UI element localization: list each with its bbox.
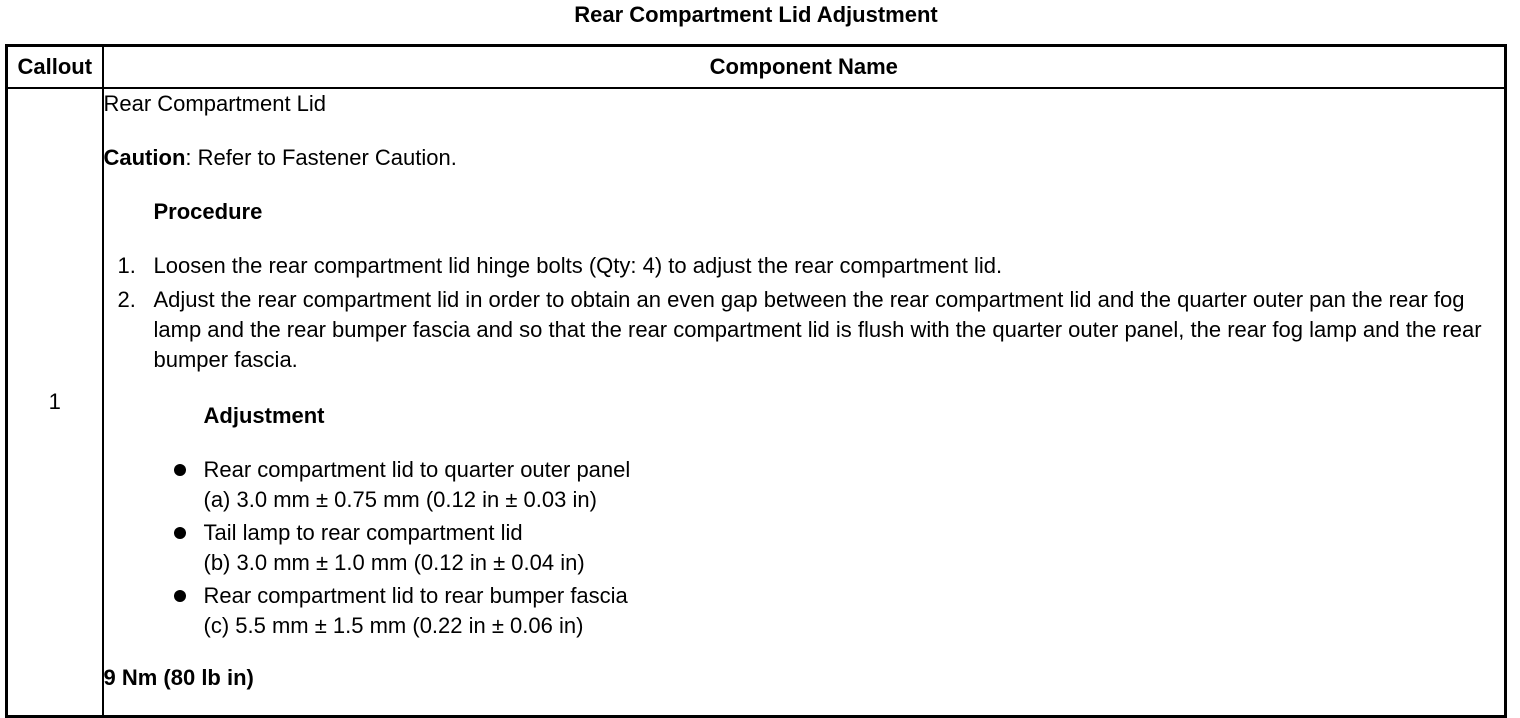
table-header-row <box>7 46 1506 89</box>
adjustment-label: Rear compartment lid to rear bumper fascia <box>203 583 628 608</box>
adjustment-label: Tail lamp to rear compartment lid <box>203 520 523 545</box>
adjustment-label: Rear compartment lid to quarter outer panel <box>203 457 631 482</box>
component-name: Rear Compartment Lid <box>103 91 327 116</box>
procedure-step <box>104 251 1505 281</box>
component-name-column-header: Component Name <box>103 46 1506 89</box>
step-number: 2. <box>117 287 136 312</box>
adjustment-value: (a) 3.0 mm ± 0.75 mm (0.12 in ± 0.03 in) <box>203 487 597 512</box>
component-details <box>103 88 1506 717</box>
step-text: Adjust the rear compartment lid in order to obtain an even gap between the rear compartment lid and the quarter outer pan the rear fog lamp and the rear bumper fascia and so that the rear compartment lid is flush with the quarter outer panel, the rear fog lamp and the rear bumper fascia. <box>153 287 1482 372</box>
step-number: 1. <box>117 253 136 278</box>
torque-spec: 9 Nm (80 lb in) <box>103 665 254 690</box>
caution-text: : Refer to Fastener Caution. <box>185 145 457 170</box>
component-table <box>5 44 1507 718</box>
procedure-step <box>104 285 1505 375</box>
adjustment-item <box>104 581 1505 641</box>
callout-number: 1 <box>7 88 103 717</box>
table-row <box>7 88 1506 717</box>
caution-note <box>104 143 1505 173</box>
adjustment-item <box>104 455 1505 515</box>
callout-column-header: Callout <box>7 46 103 89</box>
adjustment-heading: Adjustment <box>203 403 325 428</box>
bullet-icon <box>174 464 186 476</box>
caution-label: Caution <box>103 145 186 170</box>
adjustment-value: (b) 3.0 mm ± 1.0 mm (0.12 in ± 0.04 in) <box>203 550 585 575</box>
adjustment-list <box>104 455 1505 641</box>
adjustment-value: (c) 5.5 mm ± 1.5 mm (0.22 in ± 0.06 in) <box>203 613 584 638</box>
step-text: Loosen the rear compartment lid hinge bolts (Qty: 4) to adjust the rear compartment lid. <box>153 253 1003 278</box>
bullet-icon <box>174 590 186 602</box>
document-title: Rear Compartment Lid Adjustment <box>574 2 938 27</box>
bullet-icon <box>174 527 186 539</box>
procedure-steps <box>104 251 1505 375</box>
procedure-heading: Procedure <box>153 199 263 224</box>
adjustment-item <box>104 518 1505 578</box>
